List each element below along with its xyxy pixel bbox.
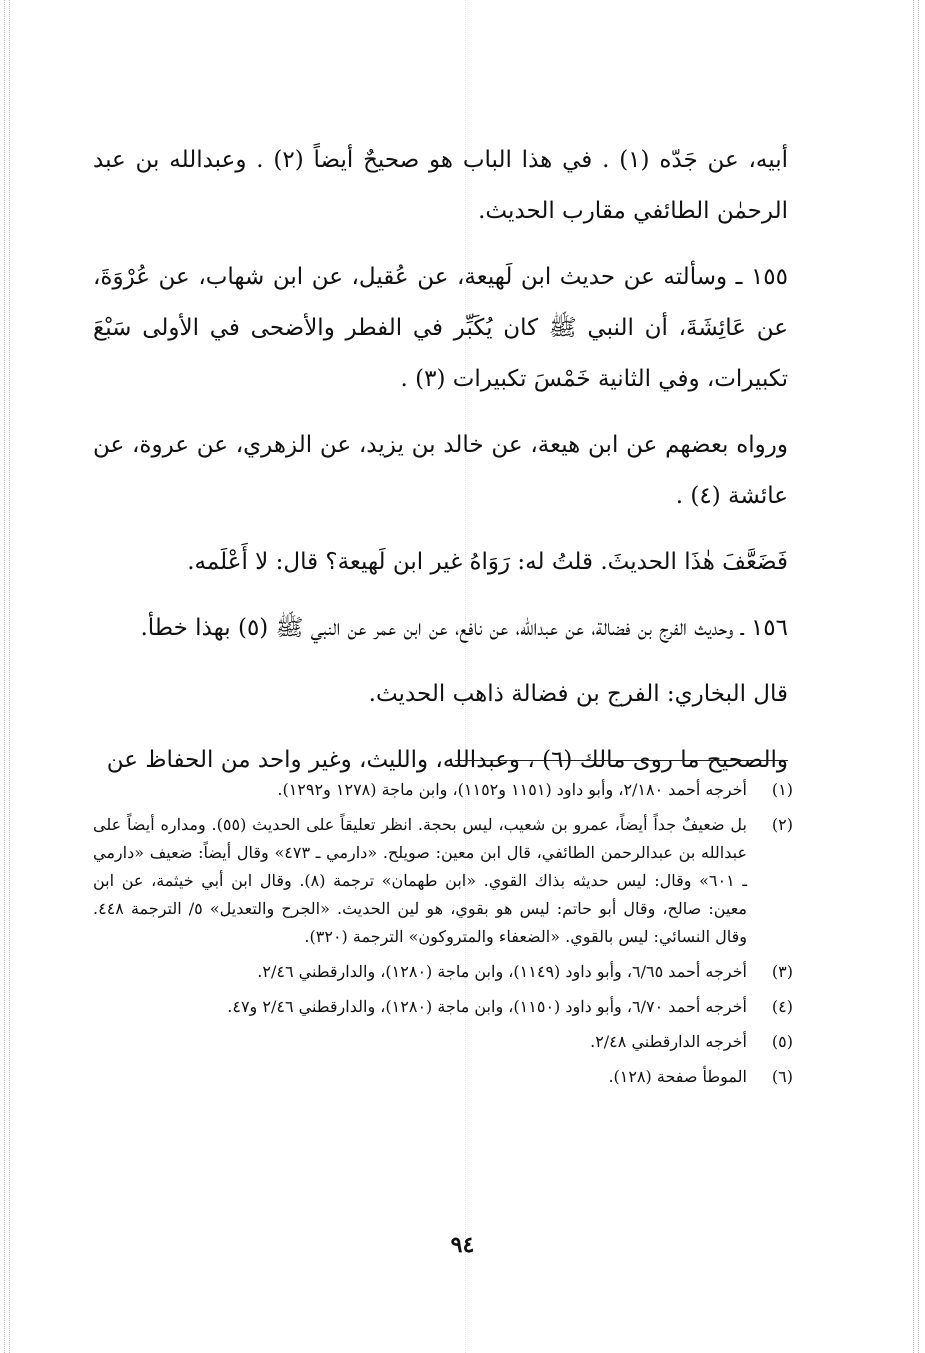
scan-edge-right	[918, 0, 919, 1353]
paragraph-alternate-narration: ورواه بعضهم عن ابن هيعة، عن خالد بن يزيد، عن الزهري، عن عروة، عن عائشة (٤) .	[93, 432, 788, 509]
footnote-number: (١)	[771, 780, 793, 799]
footnote-number: (٤)	[771, 997, 793, 1016]
footnotes	[93, 776, 793, 1098]
footnote-separator	[455, 760, 788, 761]
footnote-3	[93, 958, 793, 986]
main-text	[93, 135, 788, 801]
footnote-number: (٢)	[771, 815, 793, 834]
footnote-text: الموطأ صفحة (١٢٨).	[608, 1067, 747, 1086]
paragraph-bukhari-statement: قال البخاري: الفرج بن فضالة ذاهب الحديث.	[368, 681, 788, 707]
footnote-6	[93, 1063, 793, 1091]
footnote-1	[93, 776, 793, 804]
scan-edge-left	[4, 0, 5, 1353]
footnote-2	[93, 811, 793, 951]
footnote-4	[93, 993, 793, 1021]
paragraph-weakness-ruling: فَضَعَّفَ هٰذَا الحديثَ. قلتُ له: رَوَاهُ غير ابن لَهيعة؟ قال: لا أَعْلَمه.	[187, 549, 788, 575]
footnote-text: أخرجه أحمد ٦/٧٠، وأبو داود (١١٥٠)، وابن ماجة (١٢٨٠)، والدارقطني ٢/٤٦ و٤٧.	[227, 997, 747, 1016]
footnote-number: (٣)	[771, 962, 793, 981]
scan-edge-right-inner	[913, 0, 914, 1353]
footnote-5	[93, 1028, 793, 1056]
paragraph-isnad-continuation: أبيه، عن جَدّه (١) . في هذا الباب هو صحيحٌ أيضاً (٢) . وعبدالله بن عبد الرحمٰن الطائفي مقارب الحديث.	[93, 147, 788, 224]
footnote-number: (٦)	[771, 1067, 793, 1086]
paragraph-hadith-156: ١٥٦ ـ وحديث الفرج بن فضالة، عن عبدالله، عن نافع، عن ابن عمر عن النبي ﷺ (٥) بهذا خطأ.	[140, 615, 788, 641]
footnote-text: أخرجه الدارقطني ٢/٤٨.	[590, 1032, 747, 1051]
footnote-number: (٥)	[771, 1032, 793, 1051]
paragraph-correct-narration: والصحيح ما روى مالك (٦) ، وعبدالله، والليث، وغير واحد من الحفاظ عن	[106, 747, 788, 773]
paragraph-hadith-155: ١٥٥ ـ وسألته عن حديث ابن لَهيعة، عن عُقيل، عن ابن شهاب، عن عُرْوَةَ، عن عَائِشَةَ، أن النبي ﷺ كان يُكَبِّر في الفطر والأضحى في الأولى سَبْعَ تكبيرات، وفي الثانية خَمْسَ تكبيرات (٣) .	[93, 264, 788, 392]
page-number: ٩٤	[450, 1232, 475, 1258]
footnote-text: بل ضعيفٌ جداً أيضاً، عمرو بن شعيب، ليس بحجة. انظر تعليقاً على الحديث (٥٥). ومداره أيضاً على عبدالله بن عبدالرحمن الطائفي، قال ابن معين: صويلح. «دارمي ـ ٤٧٣» وقال أيضاً: ضعيف «دارمي ـ ٦٠١» وقال: ليس حديثه بذاك القوي. «ابن طهمان» ترجمة (٨). وقال ابن أبي خيثمة، عن ابن معين: صالح، وقال أبو حاتم: ليس هو بقوي، هو لين الحديث. «الجرح والتعديل» ٥/ الترجمة ٤٤٨. وقال النسائي: ليس بالقوي. «الضعفاء والمتروكون» الترجمة (٣٢٠).	[93, 815, 748, 946]
footnote-text: أخرجه أحمد ٢/١٨٠، وأبو داود (١١٥١ و١١٥٢)، وابن ماجة (١٢٧٨ و١٢٩٢).	[277, 780, 747, 799]
scan-edge-left-inner	[9, 0, 10, 1353]
footnote-text: أخرجه أحمد ٦/٦٥، وأبو داود (١١٤٩)، وابن ماجة (١٢٨٠)، والدارقطني ٢/٤٦.	[257, 962, 747, 981]
